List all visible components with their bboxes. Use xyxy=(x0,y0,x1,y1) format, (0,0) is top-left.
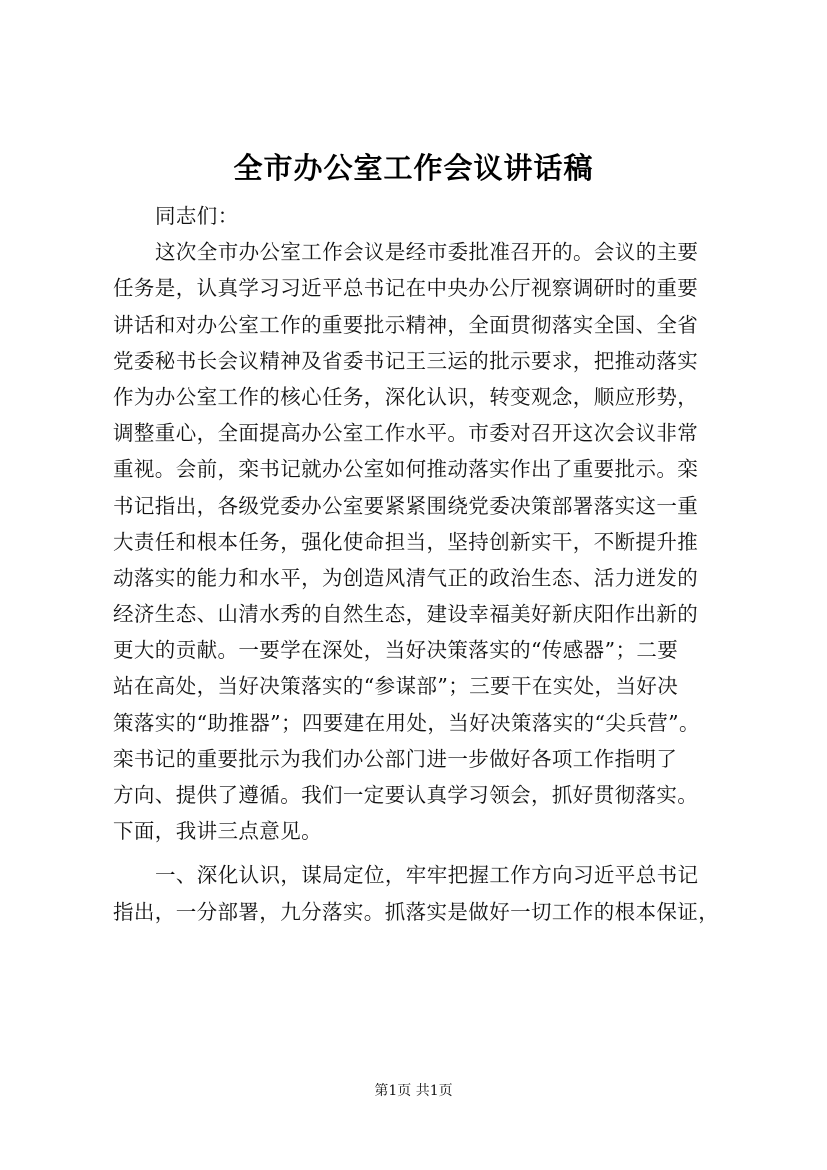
paragraph-line: 这次全市办公室工作会议是经市委批准召开的。会议的主要 xyxy=(155,240,699,265)
paragraph-line: 书记指出，各级党委办公室要紧紧围绕党委决策部署落实这一重 xyxy=(113,493,699,518)
paragraph-line: 调整重心，全面提高办公室工作水平。市委对召开这次会议非常 xyxy=(113,421,699,446)
greeting-line: 同志们： xyxy=(155,204,239,228)
paragraph-line: 更大的贡献。一要学在深处，当好决策落实的“传感器”；二要 xyxy=(113,638,679,663)
paragraph-line: 策落实的“助推器”；四要建在用处，当好决策落实的“尖兵营”。 xyxy=(113,710,700,735)
paragraph-line: 方向、提供了遵循。我们一定要认真学习领会，抓好贯彻落实。 xyxy=(113,783,699,807)
paragraph-line: 任务是，认真学习习近平总书记在中央办公厅视察调研时的重要 xyxy=(113,276,699,301)
paragraph-gap xyxy=(113,849,753,857)
paragraph-line: 党委秘书长会议精神及省委书记王三运的批示要求，把推动落实 xyxy=(113,348,699,373)
section-heading-line: 一、深化认识，谋局定位，牢牢把握工作方向习近平总书记 xyxy=(155,863,699,888)
paragraph-line: 下面，我讲三点意见。 xyxy=(113,819,322,844)
document-title: 全市办公室工作会议讲话稿 xyxy=(233,151,594,185)
page-number-footer: 第1页 共1页 xyxy=(374,1083,453,1099)
paragraph-line: 经济生态、山清水秀的自然生态，建设幸福美好新庆阳作出新的 xyxy=(113,602,699,627)
section-line: 指出，一分部署，九分落实。抓落实是做好一切工作的根本保证， xyxy=(113,899,720,924)
document-body xyxy=(113,198,753,930)
paragraph-line: 动落实的能力和水平，为创造风清气正的政治生态、活力迸发的 xyxy=(113,565,699,590)
paragraph-line: 站在高处，当好决策落实的“参谋部”；三要干在实处，当好决 xyxy=(113,674,679,699)
paragraph-line: 重视。会前，栾书记就办公室如何推动落实作出了重要批示。栾 xyxy=(113,457,699,482)
paragraph-line: 栾书记的重要批示为我们办公部门进一步做好各项工作指明了 xyxy=(113,746,678,771)
paragraph-line: 讲话和对办公室工作的重要批示精神，全面贯彻落实全国、全省 xyxy=(113,312,699,337)
paragraph-line: 大责任和根本任务，强化使命担当，坚持创新实干，不断提升推 xyxy=(113,529,699,554)
paragraph-line: 作为办公室工作的核心任务，深化认识，转变观念，顺应形势， xyxy=(113,384,699,409)
